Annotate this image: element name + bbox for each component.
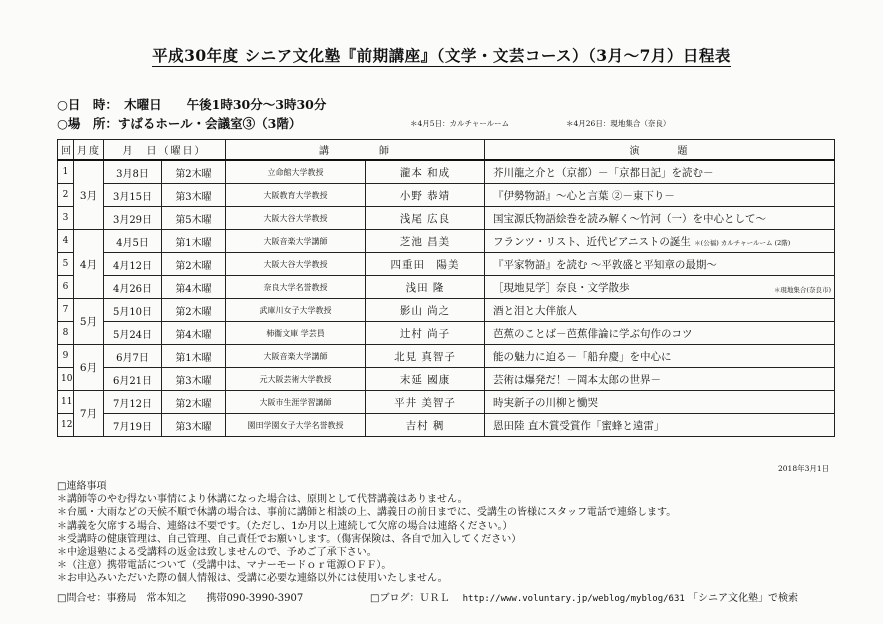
row-number: 10 <box>58 368 74 391</box>
row-topic: 芭蕉のことば－芭蕉俳論に学ぶ句作のコツ <box>485 322 835 345</box>
note-item: ＊（注意）携帯電話について（受講中は、マナーモードｏｒ電源ＯＦＦ）。 <box>57 560 392 572</box>
row-affiliation: 武庫川女子大学教授 <box>226 299 366 322</box>
table-row <box>58 391 835 414</box>
month-cell: 4月 <box>74 230 104 299</box>
note-item: ＊台風・大雨などの天候不順で休講の場合は、事前に講師と相談の上、講義日の前日までに、受講生の皆様にスタッフ電話で連絡します。 <box>57 507 677 519</box>
table-header-row <box>58 140 835 161</box>
row-weekday: 第1木曜 <box>162 345 226 368</box>
row-date: 5月10日 <box>104 299 162 322</box>
header-date: 月 日（曜日） <box>104 140 226 161</box>
note-item: ＊お申込みいただいた際の個人情報は、受講に必要な連絡以外には使用いたしません。 <box>57 573 448 585</box>
table-row <box>58 414 835 437</box>
row-date: 3月8日 <box>104 160 162 184</box>
row-lecturer: 北見 真智子 <box>366 345 485 368</box>
blog-search-hint: 「シニア文化塾」で検索 <box>688 593 798 604</box>
row-lecturer: 四重田 陽美 <box>366 253 485 276</box>
month-cell: 6月 <box>74 345 104 391</box>
row-topic: 国宝源氏物語絵巻を読み解く～竹河（一）を中心として～ <box>485 207 835 230</box>
row-weekday: 第3木曜 <box>162 414 226 437</box>
schedule-table <box>57 139 835 437</box>
row-affiliation: 大阪市生涯学習講師 <box>226 391 366 414</box>
row-date: 6月7日 <box>104 345 162 368</box>
month-cell: 5月 <box>74 299 104 345</box>
table-row <box>58 322 835 345</box>
document-title: 平成30年度 シニア文化塾『前期講座』（文学・文芸コース）（3月〜7月）日程表 <box>152 46 731 65</box>
row-number: 3 <box>58 207 74 230</box>
issue-date: 2018年3月1日 <box>778 464 830 473</box>
header-month: 月度 <box>74 140 104 161</box>
table-row <box>58 184 835 207</box>
table-row <box>58 230 835 253</box>
row-topic: フランツ・リスト、近代ピアニストの誕生 ＊(公福) カルチャールーム (2階) <box>485 230 835 253</box>
blog-info <box>370 589 798 604</box>
row-topic: 『伊勢物語』～心と言葉 ②－東下り－ <box>485 184 835 207</box>
month-cell: 7月 <box>74 391 104 437</box>
contact-info: □問合せ：事務局 常本知之 携帯090-3990-3907 <box>57 593 304 604</box>
blog-url-link[interactable]: http://www.voluntary.jp/weblog/myblog/631 <box>462 594 685 604</box>
row-weekday: 第1木曜 <box>162 230 226 253</box>
row-number: 4 <box>58 230 74 253</box>
row-affiliation: 大阪音楽大学講師 <box>226 230 366 253</box>
table-row <box>58 160 835 184</box>
row-affiliation: 奈良大学名誉教授 <box>226 276 366 299</box>
row-lecturer: 影山 尚之 <box>366 299 485 322</box>
schedule-place: ○場 所：すばるホール・会議室③（3階） <box>57 116 302 131</box>
table-row <box>58 345 835 368</box>
row-topic: 時実新子の川柳と慟哭 <box>485 391 835 414</box>
row-weekday: 第4木曜 <box>162 276 226 299</box>
venue-note-april5: ＊4月5日：カルチャールーム <box>410 119 510 128</box>
blog-label: □ブログ：ＵＲＬ <box>370 593 450 604</box>
notes-section <box>57 480 676 586</box>
row-affiliation: 立命館大学教授 <box>226 160 366 184</box>
row-affiliation: 大阪大谷大学教授 <box>226 253 366 276</box>
row-date: 3月29日 <box>104 207 162 230</box>
row-number: 2 <box>58 184 74 207</box>
row-date: 4月26日 <box>104 276 162 299</box>
row-topic-note: ＊(公福) カルチャールーム (2階) <box>694 238 791 247</box>
notes-heading: □連絡事項 <box>57 481 107 492</box>
row-affiliation: 園田学園女子大学名誉教授 <box>226 414 366 437</box>
header-no: 回 <box>58 140 74 161</box>
row-number: 12 <box>58 414 74 437</box>
note-item: ＊講義を欠席する場合、連絡は不要です。（ただし、1か月以上連続して欠席の場合は連絡ください。） <box>57 520 513 532</box>
row-topic: 芥川龍之介と（京都）－「京都日記」を読む－ <box>485 160 835 184</box>
note-item: ＊講師等のやむ得ない事情により休講になった場合は、原則として代替講義はありません。 <box>57 494 468 506</box>
row-date: 7月12日 <box>104 391 162 414</box>
row-topic: ［現地見学］奈良・文学散歩 ＊現地集合(奈良市) <box>485 276 835 299</box>
row-lecturer: 芝池 昌美 <box>366 230 485 253</box>
row-affiliation: 柿衞文庫 学芸員 <box>226 322 366 345</box>
row-lecturer: 浅田 隆 <box>366 276 485 299</box>
row-affiliation: 大阪音楽大学講師 <box>226 345 366 368</box>
row-date: 7月19日 <box>104 414 162 437</box>
row-lecturer: 辻村 尚子 <box>366 322 485 345</box>
row-lecturer: 平井 美智子 <box>366 391 485 414</box>
row-topic: 能の魅力に迫る－「船弁慶」を中心に <box>485 345 835 368</box>
header-topic: 演 題 <box>485 140 835 161</box>
row-number: 7 <box>58 299 74 322</box>
venue-note-april26: ＊4月26日：現地集合（奈良） <box>566 119 671 128</box>
row-date: 6月21日 <box>104 368 162 391</box>
row-lecturer: 浅尾 広良 <box>366 207 485 230</box>
row-lecturer: 吉村 稠 <box>366 414 485 437</box>
row-number: 5 <box>58 253 74 276</box>
row-number: 1 <box>58 160 74 184</box>
row-weekday: 第2木曜 <box>162 299 226 322</box>
row-weekday: 第3木曜 <box>162 368 226 391</box>
note-item: ＊受講時の健康管理は、自己管理、自己責任でお願いします。（傷害保険は、各自で加入してください） <box>57 533 522 545</box>
table-row <box>58 253 835 276</box>
row-date: 4月12日 <box>104 253 162 276</box>
row-lecturer: 末延 國康 <box>366 368 485 391</box>
row-weekday: 第5木曜 <box>162 207 226 230</box>
row-topic: 恩田陸 直木賞受賞作「蜜蜂と遠雷」 <box>485 414 835 437</box>
row-weekday: 第2木曜 <box>162 391 226 414</box>
row-affiliation: 大阪大谷大学教授 <box>226 207 366 230</box>
row-number: 6 <box>58 276 74 299</box>
row-affiliation: 元大阪芸術大学教授 <box>226 368 366 391</box>
row-date: 5月24日 <box>104 322 162 345</box>
row-number: 8 <box>58 322 74 345</box>
row-weekday: 第3木曜 <box>162 184 226 207</box>
row-date: 4月5日 <box>104 230 162 253</box>
note-item: ＊中途退塾による受講料の返金は致しませんので、予めご了承下さい。 <box>57 547 377 559</box>
row-date: 3月15日 <box>104 184 162 207</box>
row-number: 9 <box>58 345 74 368</box>
table-row <box>58 368 835 391</box>
row-lecturer: 瀧本 和成 <box>366 160 485 184</box>
month-cell: 3月 <box>74 160 104 230</box>
schedule-datetime: ○日 時： 木曜日 午後1時30分～3時30分 <box>57 97 327 112</box>
table-row <box>58 207 835 230</box>
row-topic: 『平家物語』を読む ～平敦盛と平知章の最期～ <box>485 253 835 276</box>
row-weekday: 第2木曜 <box>162 253 226 276</box>
header-lecturer: 講 師 <box>226 140 485 161</box>
row-affiliation: 大阪教育大学教授 <box>226 184 366 207</box>
row-number: 11 <box>58 391 74 414</box>
row-weekday: 第4木曜 <box>162 322 226 345</box>
table-row <box>58 299 835 322</box>
row-topic: 芸術は爆発だ！－岡本太郎の世界－ <box>485 368 835 391</box>
table-row <box>58 276 835 299</box>
row-lecturer: 小野 恭靖 <box>366 184 485 207</box>
row-topic-note: ＊現地集合(奈良市) <box>773 285 831 294</box>
row-topic: 酒と泪と大伴旅人 <box>485 299 835 322</box>
row-weekday: 第2木曜 <box>162 160 226 184</box>
